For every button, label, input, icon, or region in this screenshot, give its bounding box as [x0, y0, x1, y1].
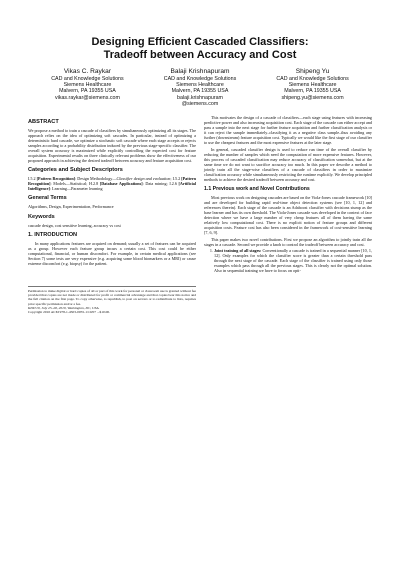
author-dept: CAD and Knowledge Solutions	[51, 76, 124, 82]
author-1	[32, 68, 143, 107]
author-dept: CAD and Knowledge Solutions	[163, 76, 237, 82]
introduction-text: In many applications features are acquired on demand; usually a set of features can be acquired as a group. However each feature group incurs a certain cost. This cost could be either computational, financial, or human discomfort. For example, in certain medical applications (see Section 7) some tests are very expensive (e.g. acquiring some blood biomarkers or a MRI) or cause extreme discomfort (e.g. biopsy) for the patient.	[28, 240, 196, 266]
title-line-2: Tradeoff between Accuracy and Cost	[103, 49, 297, 61]
contributions-list	[204, 248, 372, 273]
author-dept: CAD and Knowledge Solutions	[276, 76, 349, 82]
author-name: Vikas C. Raykar	[63, 68, 112, 75]
permission-text: Permission to make digital or hard copies of all or part of this work for personal or classroom use is granted without fee provided that copies are not made or distributed for profit or commercial advantage and that copies bear this notice and the full citation on the first page. To copy otherwise, to republish, to post on servers or to redistribute to lists, requires prior specific permission and/or a fee.	[28, 288, 196, 306]
copyright-line: Copyright 2010 ACM 978-1-4503-0055-1/10/07 ...$10.00.	[28, 310, 110, 315]
author-name: Balaji Krishnapuram	[170, 68, 230, 75]
author-name: Shipeng Yu	[295, 68, 330, 75]
body-paragraph: This motivates the design of a cascade of classifiers—each stage using features with increasing predictive power and also increasing acquisition cost. Each stage of the cascade can either accept and pass a sample into the next stage for further feature acquisition and further classification analysis or it can reject the sample immediately–classifying it as a negative class sample–thus avoiding any further (downstream) feature acquisition cost. Typically we would like the first stage of our classifier to use the cheapest features and the most expensive features at the later stage.	[204, 115, 372, 146]
body-paragraph: Most previous work on designing cascades are based on the Viola-Jones cascade framework [10] and are developed for building rapid real-time object detection systems (see [10, 1, 12] and references therein). Each stage of the cascade is an Adaboost classifier with decisions stump as the base learner and has its own threshold. The Viola-Jones cascade was developed in the context of face detection where we have a large number of very cheap features all of them having the same relatively low computational cost. There is no explicit notion of feature groups and different acquisition costs. Feature cost has also been considered in the framework of cost-sensitive learning [7, 6, 9].	[204, 194, 372, 235]
subsection-heading: 1.1 Previous work and Novel Contributions	[204, 186, 310, 193]
category-item: H.2.8 [Database Applications]: Data mining;	[88, 181, 168, 187]
author-location: Malvern, PA 19355 USA	[59, 88, 116, 95]
author-block	[32, 68, 368, 107]
categories-list	[28, 176, 196, 191]
category-item: I.5.2 [Pattern Recognition]: Design Methodology—Classifier design and evaluation;	[28, 176, 172, 182]
general-terms-heading: General Terms	[28, 195, 67, 202]
author-location: Malvern, PA 19355 USA	[171, 88, 229, 95]
paper-title	[28, 36, 372, 62]
left-column	[28, 115, 196, 315]
author-email: balaji.krishnapuram	[177, 94, 223, 101]
abstract-heading: ABSTRACT	[28, 119, 59, 126]
author-org: Siemens Healthcare	[176, 82, 224, 89]
right-column	[204, 115, 372, 315]
author-email: vikas.raykar@siemens.com	[55, 94, 120, 101]
categories-heading: Categories and Subject Descriptors	[28, 167, 123, 174]
category-item: I.5.2 [Pattern Recognition]: Models—Statistical;	[28, 176, 196, 187]
author-2	[145, 68, 256, 107]
author-3	[257, 68, 368, 107]
permission-notice	[28, 286, 196, 315]
author-email-domain: @siemens.com	[181, 100, 219, 107]
body-paragraph: This paper makes two novel contributions. First we propose an algorithm to jointly train all the stages in a cascade. Second we provide a knob to control the tradeoff between accuracy and cost.	[204, 236, 372, 247]
abstract-text: We propose a method to train a cascade of classifiers by simultaneously optimizing all its stages. The approach relies on the idea of optimizing soft cascades. In particular, instead of optimizing a deterministic hard cascade, we optimize a stochastic soft cascade where each stage accepts or rejects samples according to a probability distribution induced by the previous stage-specific classifier. The overall system accuracy is maximized while explicitly controlling the expected cost for feature acquisition. Experimental results on three clinically relevant problems show the effectiveness of our proposed approach in achieving the desired tradeoff between accuracy and feature acquisition cost.	[28, 128, 196, 164]
conference-venue: KDD'10, July 25–28, 2010, Washington, DC, USA.	[28, 306, 100, 310]
author-location: Malvern, PA 19355 USA	[284, 88, 341, 95]
category-item: I.2.6 [Artificial Intelligence]: Learning—Parameter learning	[28, 181, 197, 192]
keywords-text: cascade design, cost sensitive learning, accuracy vs cost	[28, 222, 121, 228]
two-column-body	[28, 115, 372, 315]
keywords-heading: Keywords	[28, 213, 55, 220]
author-email: shipeng.yu@siemens.com	[281, 94, 344, 101]
author-org: Siemens Healthcare	[288, 82, 337, 89]
author-org: Siemens Healthcare	[63, 82, 112, 89]
general-terms-text: Algorithms, Design, Experimentation, Performance	[28, 204, 114, 210]
title-line-1: Designing Efficient Cascaded Classifiers:	[91, 36, 309, 48]
list-item: 1. Joint training of all stages: Conventionally a cascade is trained in a sequential manner [10, 1, 12]. Only examples for which the classifier score is greater than a certain threshold pass through the next stage of the cascade. Each stage of the classifier is trained using only those examples which pass through all the previous stages. This is clearly not the optimal solution. Also in sequential training we have to focus on opti-	[214, 248, 372, 273]
introduction-heading: 1. INTRODUCTION	[28, 231, 78, 238]
body-paragraph: In general, cascaded classifier design is used to reduce run time of the overall classifier by reducing the number of samples which need the computation of more expensive features. However, this process of cascaded classification may reduce accuracy of classification somewhat, but at the same time we do not want to sacrifice accuracy too much. In this paper we describe a method to jointly train all the stage-wise classifiers of a cascade of classifiers in order to maximize classification accuracy while simultaneously restricting the runtime explicitly. We develop principled methods to achieve the desired tradeoff between accuracy and cost.	[204, 146, 372, 183]
